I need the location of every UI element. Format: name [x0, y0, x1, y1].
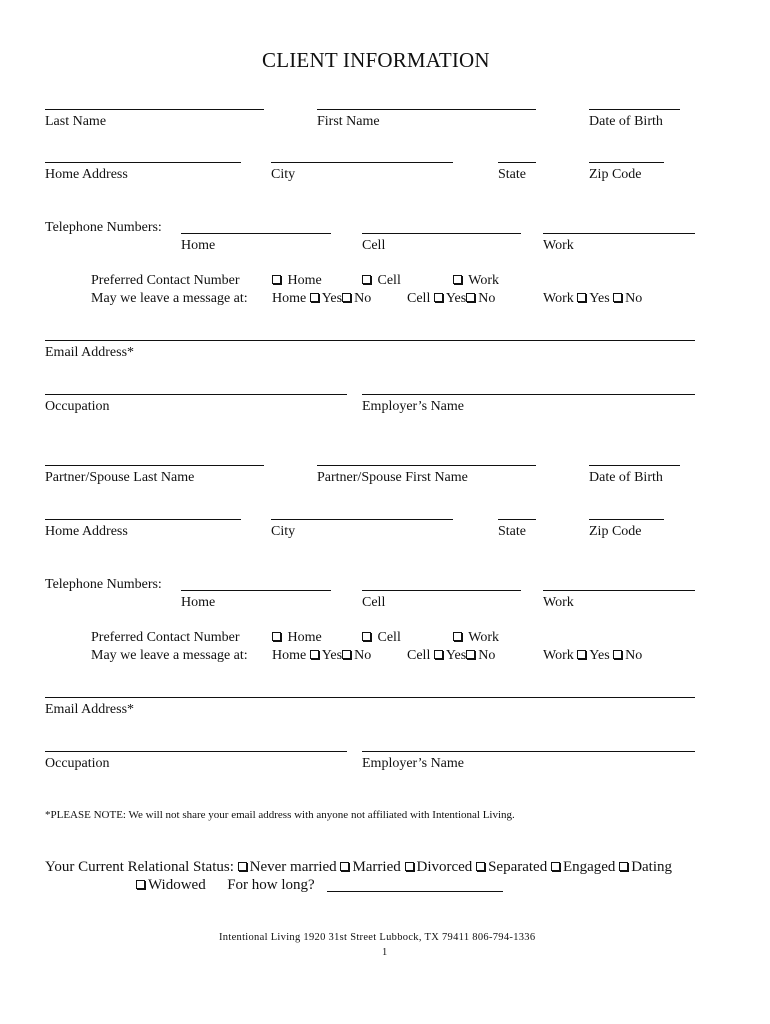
partner-cell-phone-label: Cell — [362, 595, 386, 610]
dob-field[interactable] — [589, 109, 680, 110]
partner-zip-label: Zip Code — [589, 524, 642, 539]
msg-home-yes-checkbox[interactable] — [310, 293, 319, 302]
privacy-note: *PLEASE NOTE: We will not share your email address with anyone not affiliated with Intentional Living. — [45, 809, 515, 821]
relational-status-label: Your Current Relational Status: — [45, 859, 234, 875]
partner-employer-field[interactable] — [362, 751, 695, 752]
partner-msg-work-no-checkbox[interactable] — [613, 650, 622, 659]
how-long-field[interactable] — [327, 891, 503, 892]
employer-field[interactable] — [362, 394, 695, 395]
employer-label: Employer’s Name — [362, 399, 464, 414]
last-name-label: Last Name — [45, 114, 107, 129]
partner-home-address-label: Home Address — [45, 524, 128, 539]
partner-email-field[interactable] — [45, 697, 695, 698]
partner-zip-field[interactable] — [589, 519, 664, 520]
dob-label: Date of Birth — [589, 114, 663, 129]
cell-phone-label: Cell — [362, 238, 386, 253]
partner-msg-cell-yes-checkbox[interactable] — [434, 650, 443, 659]
partner-msg-home-yes-checkbox[interactable] — [310, 650, 319, 659]
partner-msg-work-yes-checkbox[interactable] — [577, 650, 586, 659]
form-title: CLIENT INFORMATION — [262, 48, 490, 72]
relational-status-row: Your Current Relational Status: Never married Married Divorced Separated Engaged Dating — [45, 859, 673, 875]
partner-work-phone-field[interactable] — [543, 590, 695, 591]
partner-pref-home-checkbox[interactable] — [272, 632, 281, 641]
msg-cell-yes-checkbox[interactable] — [434, 293, 443, 302]
partner-telephone-label: Telephone Numbers: — [45, 577, 162, 592]
relational-status-row-2: Widowed For how long? — [136, 877, 315, 894]
partner-occupation-field[interactable] — [45, 751, 347, 752]
partner-first-name-field[interactable] — [317, 465, 536, 466]
msg-work-yes-checkbox[interactable] — [577, 293, 586, 302]
partner-home-address-field[interactable] — [45, 519, 241, 520]
partner-msg-work-group: Work Yes No — [543, 648, 643, 663]
partner-preferred-contact-label: Preferred Contact Number — [91, 630, 240, 645]
partner-employer-label: Employer’s Name — [362, 756, 464, 771]
page-number: 1 — [382, 947, 388, 958]
partner-msg-cell-group: Cell Yes No — [407, 648, 496, 663]
how-long-label: For how long? — [227, 877, 315, 893]
partner-msg-home-no-checkbox[interactable] — [342, 650, 351, 659]
home-address-field[interactable] — [45, 162, 241, 163]
partner-pref-work-checkbox[interactable] — [453, 632, 462, 641]
partner-home-phone-field[interactable] — [181, 590, 331, 591]
occupation-label: Occupation — [45, 399, 110, 414]
partner-dob-field[interactable] — [589, 465, 680, 466]
partner-work-phone-label: Work — [543, 595, 574, 610]
dating-checkbox[interactable] — [619, 862, 628, 871]
message-label: May we leave a message at: — [91, 291, 248, 306]
state-field[interactable] — [498, 162, 536, 163]
msg-home-group: Home Yes No — [272, 291, 372, 306]
zip-label: Zip Code — [589, 167, 642, 182]
last-name-field[interactable] — [45, 109, 264, 110]
cell-phone-field[interactable] — [362, 233, 521, 234]
pref-home-option[interactable]: Home — [272, 273, 322, 289]
partner-state-field[interactable] — [498, 519, 536, 520]
partner-city-field[interactable] — [271, 519, 453, 520]
msg-work-group: Work Yes No — [543, 291, 643, 306]
separated-checkbox[interactable] — [476, 862, 485, 871]
pref-cell-option[interactable]: Cell — [362, 273, 401, 289]
pref-work-option[interactable]: Work — [453, 273, 499, 289]
email-label: Email Address* — [45, 345, 135, 360]
telephone-label: Telephone Numbers: — [45, 220, 162, 235]
preferred-contact-label: Preferred Contact Number — [91, 273, 240, 288]
widowed-checkbox[interactable] — [136, 880, 145, 889]
home-phone-field[interactable] — [181, 233, 331, 234]
first-name-field[interactable] — [317, 109, 536, 110]
msg-home-no-checkbox[interactable] — [342, 293, 351, 302]
never-married-checkbox[interactable] — [238, 862, 247, 871]
partner-city-label: City — [271, 524, 296, 539]
city-field[interactable] — [271, 162, 453, 163]
partner-pref-home-option[interactable]: Home — [272, 630, 322, 646]
partner-dob-label: Date of Birth — [589, 470, 663, 485]
work-phone-label: Work — [543, 238, 574, 253]
pref-home-checkbox[interactable] — [272, 275, 281, 284]
occupation-field[interactable] — [45, 394, 347, 395]
partner-pref-cell-checkbox[interactable] — [362, 632, 371, 641]
partner-first-name-label: Partner/Spouse First Name — [317, 470, 468, 485]
partner-pref-cell-option[interactable]: Cell — [362, 630, 401, 646]
pref-work-checkbox[interactable] — [453, 275, 462, 284]
state-label: State — [498, 167, 526, 182]
zip-field[interactable] — [589, 162, 664, 163]
partner-message-label: May we leave a message at: — [91, 648, 248, 663]
partner-email-label: Email Address* — [45, 702, 135, 717]
partner-pref-work-option[interactable]: Work — [453, 630, 499, 646]
msg-cell-group: Cell Yes No — [407, 291, 496, 306]
work-phone-field[interactable] — [543, 233, 695, 234]
partner-msg-home-group: Home Yes No — [272, 648, 372, 663]
pref-cell-checkbox[interactable] — [362, 275, 371, 284]
home-phone-label: Home — [181, 238, 216, 253]
city-label: City — [271, 167, 296, 182]
footer-address: Intentional Living 1920 31st Street Lubbock, TX 79411 806-794-1336 — [219, 932, 536, 943]
msg-cell-no-checkbox[interactable] — [466, 293, 475, 302]
partner-state-label: State — [498, 524, 526, 539]
partner-last-name-field[interactable] — [45, 465, 264, 466]
partner-last-name-label: Partner/Spouse Last Name — [45, 470, 195, 485]
partner-occupation-label: Occupation — [45, 756, 110, 771]
first-name-label: First Name — [317, 114, 380, 129]
msg-work-no-checkbox[interactable] — [613, 293, 622, 302]
partner-home-phone-label: Home — [181, 595, 216, 610]
divorced-checkbox[interactable] — [405, 862, 414, 871]
married-checkbox[interactable] — [340, 862, 349, 871]
home-address-label: Home Address — [45, 167, 128, 182]
engaged-checkbox[interactable] — [551, 862, 560, 871]
partner-msg-cell-no-checkbox[interactable] — [466, 650, 475, 659]
email-field[interactable] — [45, 340, 695, 341]
partner-cell-phone-field[interactable] — [362, 590, 521, 591]
